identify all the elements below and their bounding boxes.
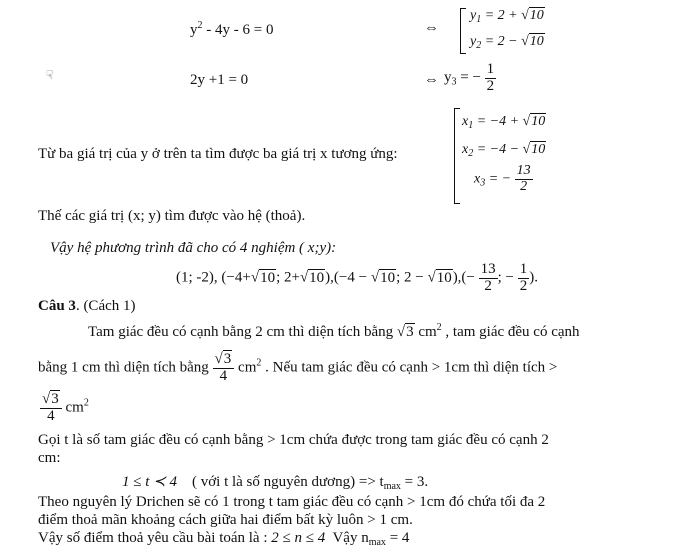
equation-1: $y^2 - 4y - 6 = 0$ bbox=[190, 20, 274, 38]
t-inequality: 1 ≤ t ≺ 4 ( với t là số nguyên dương) => $t_{max} = 3$. bbox=[122, 474, 429, 492]
question-heading: Câu 3. (Cách 1) bbox=[38, 298, 136, 314]
equation-2: 2y +1 = 0 bbox=[190, 72, 249, 88]
area-fraction: $\frac{√3}{4}$ $cm^2$ bbox=[42, 391, 89, 424]
solution-x2: $x_2 = -4 - √10$ bbox=[462, 142, 546, 159]
paragraph-area-1cm: bằng 1 cm thì diện tích bằng $\frac{√3}{4}$ $cm^2$ . Nếu tam giác đều có cạnh > 1cm thì diện tích > bbox=[38, 351, 558, 384]
paragraph-define-t-cont: cm: bbox=[38, 450, 61, 466]
paragraph-define-t: Gọi t là số tam giác đều có cạnh bằng > 1cm chứa được trong tam giác đều có cạnh 2 bbox=[38, 432, 549, 448]
equivalence-arrow: ⇔ bbox=[424, 72, 439, 88]
substitute-text: Thế các giá trị (x; y) tìm được vào hệ (thoả). bbox=[38, 208, 306, 224]
dirichlet-text: Theo nguyên lý Drichen sẽ có 1 trong t tam giác đều có cạnh > 1cm đó chứa tối đa 2 bbox=[38, 494, 546, 510]
x-solution-bracket bbox=[454, 108, 460, 204]
solution-y2: $y_2 = 2 - √10$ bbox=[470, 34, 544, 51]
paragraph-area-2cm: Tam giác đều có cạnh bằng 2 cm thì diện tích bằng √3 $cm^2$ , tam giác đều có cạnh bbox=[88, 322, 580, 340]
equivalence-arrow: ⇔ bbox=[424, 20, 439, 36]
solution-x1: $x_1 = -4 + √10$ bbox=[462, 114, 546, 131]
hand-pointer-icon: ☟ bbox=[46, 68, 54, 82]
solution-bracket bbox=[460, 8, 466, 54]
solution-x3: $x_3$ = − $\frac{13}{2}$ bbox=[474, 163, 531, 194]
solution-y3: $y_3$ = − $\frac{1}{2}$ bbox=[444, 61, 495, 94]
solution-set: (1; -2), (−4+√10; 2+√10),(−4 − √10; 2 − √10),(− $\frac{13}{2}$ ; − $\frac{1}{2}$ ). bbox=[176, 261, 539, 294]
final-answer: Vậy số điểm thoả yêu cầu bài toán là : 2 ≤ n ≤ 4 Vậy $n_{max} = 4$ bbox=[38, 530, 410, 548]
conclusion-text: Vậy hệ phương trình đã cho có 4 nghiệm ( x;y): bbox=[50, 240, 337, 256]
text-three-values: Từ ba giá trị của y ở trên ta tìm được ba giá trị x tương ứng: bbox=[38, 146, 398, 162]
solution-y1: $y_1 = 2 + √10$ bbox=[470, 8, 544, 25]
dirichlet-text-cont: điểm thoả mãn khoảng cách giữa hai điểm bất kỳ luôn > 1 cm. bbox=[38, 512, 413, 528]
